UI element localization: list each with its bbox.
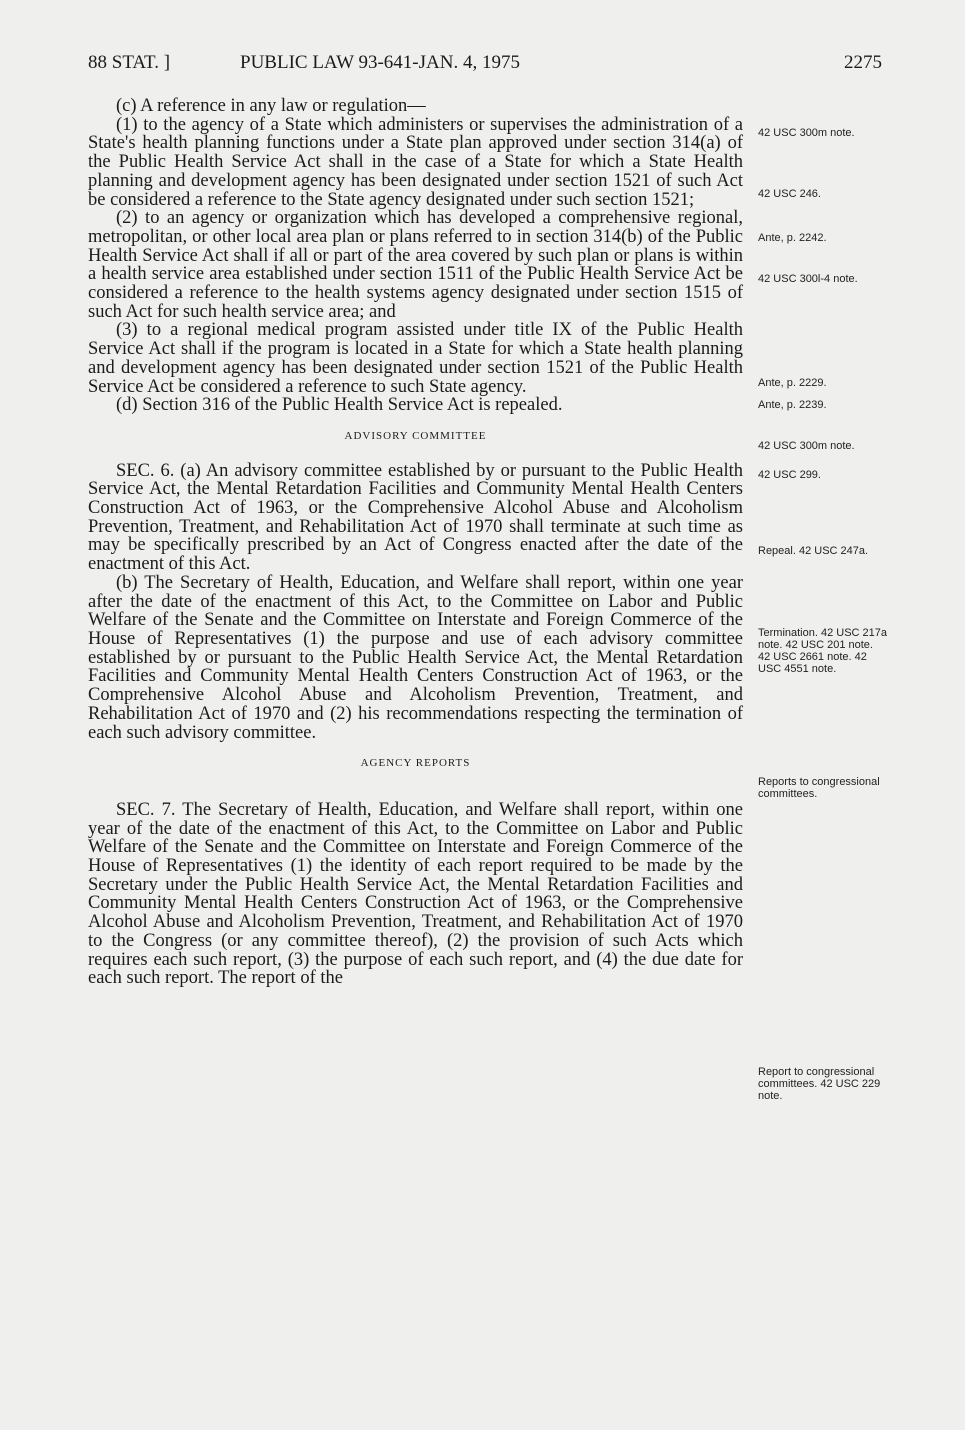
margin-note: Ante, p. 2239.	[758, 399, 827, 411]
paragraph-c3: (3) to a regional medical program assisted under title IX of the Public Health Service Act shall if the program is located in a State for which a State health planning and development agency has been designated under section 1521 of the Public Health Service Act be considered a reference to such State agency.	[88, 320, 743, 397]
paragraph-c: (c) A reference in any law or regulation—	[116, 96, 426, 116]
paragraph-c1: (1) to the agency of a State which administers or supervises the administration of a State's health planning functions under a State plan approved under section 314(a) of the Public Health Service Act shall in the case of a State for which a State Health planning and development agency has been designated under section 1521 of such Act be considered a reference to the State agency designated under such section 1521;	[88, 114, 743, 210]
margin-note: Reports to congressional committees.	[758, 776, 880, 800]
paragraph-sec7: SEC. 7. The Secretary of Health, Education, and Welfare shall report, within one year of the date of the enactment of this Act, to the Committee on Labor and Public Welfare of the Senate and the Committee on Interstate and Foreign Commerce of the House of Representatives (1) the identity of each report required to be made by the Secretary under the Public Health Service Act, the Mental Retardation Facilities and Community Mental Health Centers Construction Act of 1963, or the Comprehensive Alcohol Abuse and Alcoholism Prevention, Treatment, and Rehabilitation Act of 1970 to the Congress (or any committee thereof), (2) the provision of such Acts which requires each such report, (3) the purpose of each such report, and (4) the due date for each such report. The report of the	[88, 799, 743, 989]
margin-note: 42 USC 300l-4 note.	[758, 273, 858, 285]
statute-reference: 88 STAT. ]	[88, 52, 171, 73]
running-header	[0, 52, 965, 82]
law-title: PUBLIC LAW 93-641-JAN. 4, 1975	[240, 52, 520, 73]
margin-note: Repeal. 42 USC 247a.	[758, 545, 869, 557]
section-heading-agency-reports: AGENCY REPORTS	[360, 757, 471, 770]
paragraph-sec6a: SEC. 6. (a) An advisory committee established by or pursuant to the Public Health Service Act, the Mental Retardation Facilities and Community Mental Health Centers Construction Act of 1963, or the Comprehensive Alcohol Abuse and Alcoholism Prevention, Treatment, and Rehabilitation Act of 1970 shall terminate at such time as may be specifically prescribed by an Act of Congress enacted after the date of the enactment of this Act.	[88, 460, 743, 575]
paragraph-sec6b: (b) The Secretary of Health, Education, and Welfare shall report, within one year after the date of the enactment of this Act, to the Committee on Labor and Public Welfare of the Senate and the Committee on Interstate and Foreign Commerce of the House of Representatives (1) the purpose and use of each advisory committee established by or pursuant to the Public Health Service Act, the Mental Retardation Facilities and Community Mental Health Centers Construction Act of 1963, or the Comprehensive Alcohol Abuse and Alcoholism Prevention, Treatment, and Rehabilitation Act of 1970 and (2) his recommendations respecting the termination of each such advisory committee.	[88, 572, 743, 743]
paragraph-c2: (2) to an agency or organization which has developed a comprehensive regional, metropolitan, or other local area plan or plans referred to in section 314(b) of the Public Health Service Act shall if all or part of the area covered by such plan or plans is within a health service area established under section 1511 of the Public Health Service Act be considered a reference to the health systems agency designated under section 1515 of such Act for such health service area; and	[88, 208, 743, 322]
margin-note: Report to congressional committees. 42 USC 229 note.	[758, 1066, 881, 1102]
margin-note: 42 USC 299.	[758, 469, 821, 481]
margin-note: 42 USC 300m note.	[758, 440, 855, 452]
margin-note: Ante, p. 2242.	[758, 232, 827, 244]
page-number: 2275	[844, 52, 882, 73]
main-text	[88, 97, 743, 988]
margin-note: 42 USC 246.	[758, 188, 821, 200]
margin-note: Ante, p. 2229.	[758, 377, 827, 389]
section-heading-advisory-committee: ADVISORY COMMITTEE	[344, 429, 487, 442]
margin-note: 42 USC 300m note.	[758, 127, 855, 139]
paragraph-d: (d) Section 316 of the Public Health Service Act is repealed.	[116, 395, 563, 416]
margin-note: Termination. 42 USC 217a note. 42 USC 201 note. 42 USC 2661 note. 42 USC 4551 note.	[758, 627, 888, 675]
